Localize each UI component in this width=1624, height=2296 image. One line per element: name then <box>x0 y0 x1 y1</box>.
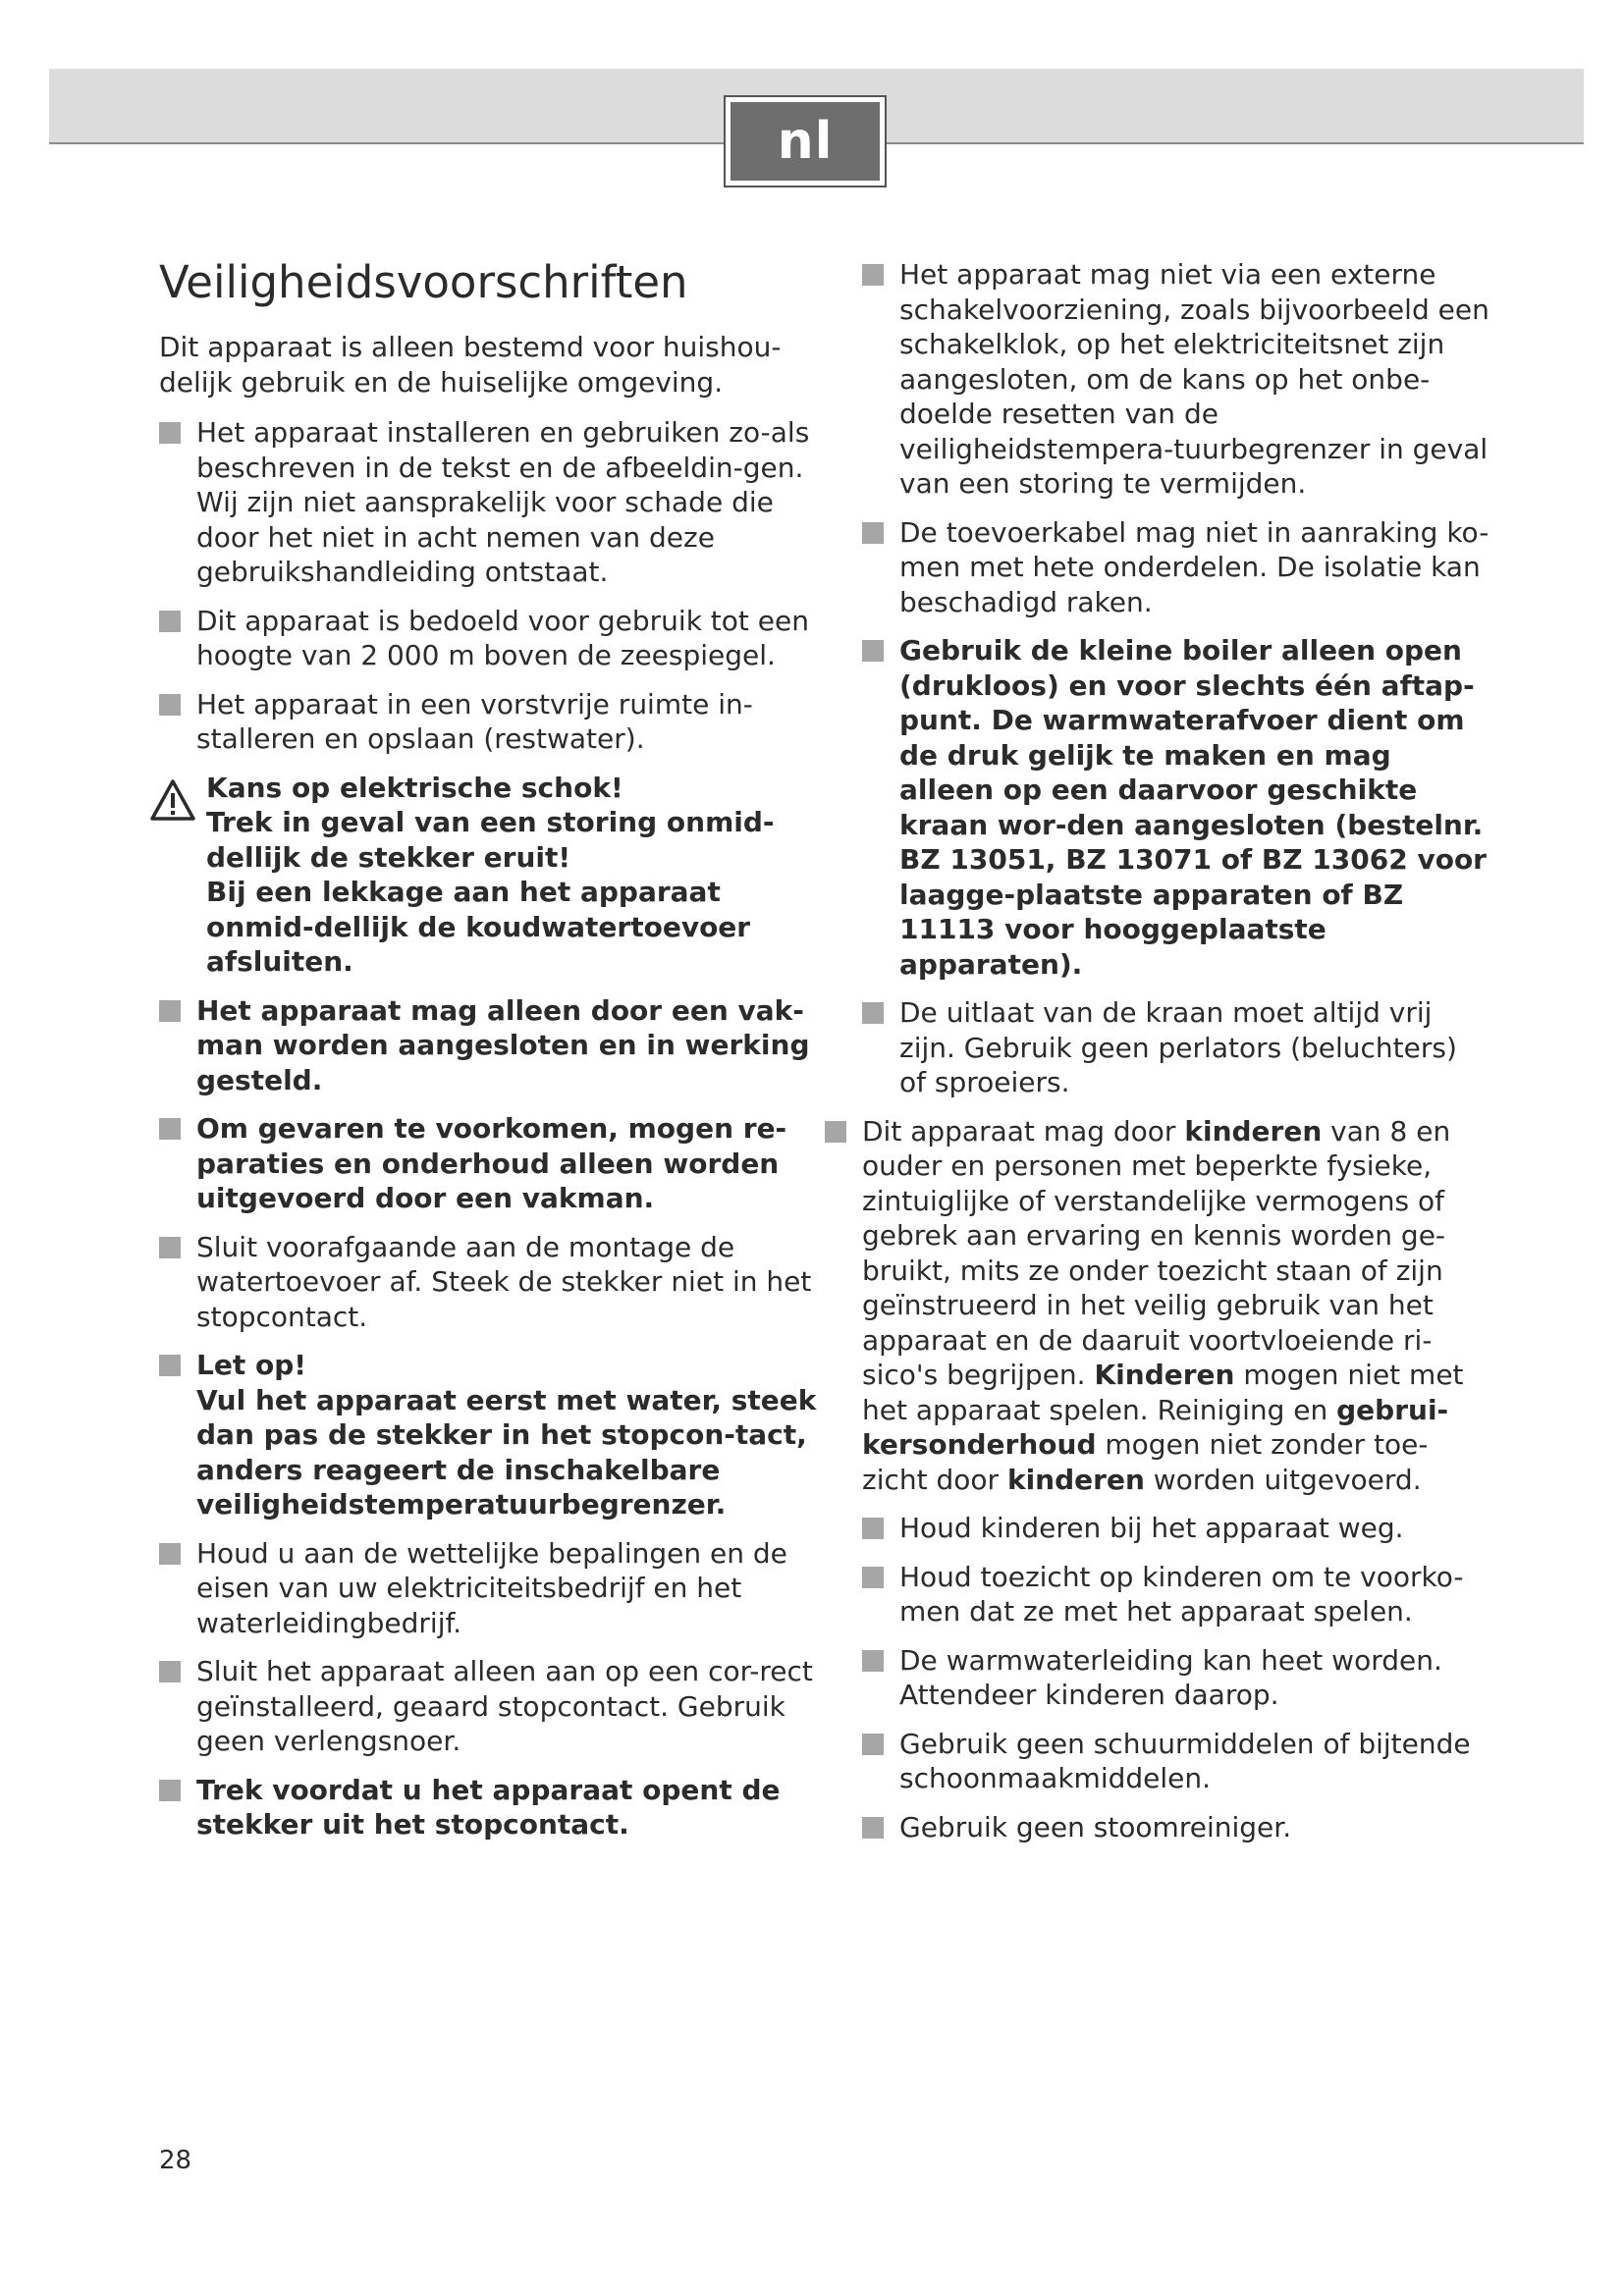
bullet-square-icon <box>862 640 884 662</box>
list-item: Dit apparaat is bedoeld voor gebruik tot een hoogte van 2 000 m boven de zeespiegel. <box>159 604 817 673</box>
list-item: Om gevaren te voorkomen, mogen re-paraties en onderhoud alleen worden uitgevoerd door een vakman. <box>159 1111 817 1216</box>
left-column <box>159 257 817 1856</box>
bullet-square-icon <box>862 1650 884 1672</box>
warning-title: Kans op elektrische schok! <box>206 771 623 804</box>
bullet-square-icon <box>159 1661 181 1682</box>
list-item: Het apparaat in een vorstvrije ruimte in-stalleren en opslaan (restwater). <box>159 687 817 757</box>
list-item: Gebruik de kleine boiler alleen open (drukloos) en voor slechts één aftap-punt. De warmwaterafvoer dient om de druk gelijk te maken en mag alleen op een daarvoor geschikte kraan wor-den aangesloten (bestelnr. BZ 13051, BZ 13071 of BZ 13062 voor laagge-plaatste apparaten of BZ 11113 voor hooggeplaatste apparaten). <box>862 633 1490 982</box>
children-notice: Dit apparaat mag door kinderen van 8 en ouder en personen met beperkte fysieke, zintuiglijke of verstandelijke vermogens of gebrek aan ervaring en kennis worden ge-bruikt, mits ze onder toezicht staan of zijn geïnstrueerd in het veilig gebruik van het apparaat en de daaruit voortvloeiende ri-sico's begrijpen. Kinderen mogen niet met het apparaat spelen. Reiniging en gebrui-kersonderhoud mogen niet zonder toe-zicht door kinderen worden uitgevoerd. <box>825 1114 1490 1498</box>
bullet-square-icon <box>159 1543 181 1565</box>
bullet-square-icon <box>862 1567 884 1588</box>
bullet-square-icon <box>159 1780 181 1801</box>
list-item: Het apparaat mag niet via een externe schakelvoorziening, zoals bijvoorbeeld een schakelklok, op het elektriciteitsnet zijn aangesloten, om de kans op het onbe-doelde resetten van de veiligheidstempera-tuurbegrenzer in geval van een storing te vermijden. <box>862 257 1490 502</box>
list-item: Houd u aan de wettelijke bepalingen en de eisen van uw elektriciteitsbedrijf en het waterleidingbedrijf. <box>159 1536 817 1641</box>
list-item: Gebruik geen schuurmiddelen of bijtende schoonmaakmiddelen. <box>862 1727 1490 1796</box>
list-item: De warmwaterleiding kan heet worden. Attendeer kinderen daarop. <box>862 1643 1490 1713</box>
bullet-square-icon <box>159 1118 181 1140</box>
warning-line: Trek in geval van een storing onmid-dellijk de stekker eruit! <box>206 806 775 874</box>
list-item: Het apparaat mag alleen door een vak-man worden aangesloten en in werking gesteld. <box>159 993 817 1098</box>
electric-shock-warning <box>149 771 817 980</box>
warning-line: Bij een lekkage aan het apparaat onmid-dellijk de koudwatertoevoer afsluiten. <box>206 876 751 978</box>
caution-title: Let op! <box>196 1349 307 1381</box>
bullet-square-icon <box>159 1000 181 1022</box>
page-title: Veiligheidsvoorschriften <box>159 256 688 308</box>
intro-text: Dit apparaat is alleen bestemd voor huishou-delijk gebruik en de huiselijke omgeving. <box>159 331 782 399</box>
language-tab <box>724 95 887 187</box>
bullet-square-icon <box>159 611 181 632</box>
page-number: 28 <box>159 2146 192 2175</box>
list-item: De toevoerkabel mag niet in aanraking ko-men met hete onderdelen. De isolatie kan beschadigd raken. <box>862 515 1490 620</box>
list-item: Sluit het apparaat alleen aan op een cor-rect geïnstalleerd, geaard stopcontact. Gebruik geen verlengsnoer. <box>159 1654 817 1759</box>
list-item: Trek voordat u het apparaat opent de stekker uit het stopcontact. <box>159 1773 817 1842</box>
list-item: Houd kinderen bij het apparaat weg. <box>862 1511 1490 1546</box>
bullet-square-icon <box>862 1734 884 1755</box>
list-item: Het apparaat installeren en gebruiken zo-als beschreven in de tekst en de afbeeldin-gen. Wij zijn niet aansprakelijk voor schade die door het niet in acht nemen van deze gebruikshandleiding ontstaat. <box>159 415 817 590</box>
list-item: Houd toezicht op kinderen om te voorko-men dat ze met het apparaat spelen. <box>862 1560 1490 1629</box>
bullet-square-icon <box>159 422 181 444</box>
list-item: Gebruik geen stoomreiniger. <box>862 1810 1490 1845</box>
list-item: De uitlaat van de kraan moet altijd vrij zijn. Gebruik geen perlators (beluchters) of sproeiers. <box>862 995 1490 1100</box>
caution-text: Vul het apparaat eerst met water, steek dan pas de stekker in het stopcon-tact, anders reageert de inschakelbare veiligheidstemperatuurbegrenzer. <box>196 1383 817 1521</box>
bullet-square-icon <box>862 264 884 286</box>
language-label: nl <box>731 102 880 181</box>
bullet-square-icon <box>862 1518 884 1539</box>
right-column <box>862 257 1490 1858</box>
list-item: Sluit voorafgaande aan de montage de watertoevoer af. Steek de stekker niet in het stopcontact. <box>159 1230 817 1335</box>
warning-triangle-icon <box>149 778 196 822</box>
bullet-square-icon <box>862 1817 884 1839</box>
bullet-square-icon <box>159 694 181 716</box>
bullet-square-icon <box>862 522 884 544</box>
bullet-square-icon <box>159 1355 181 1376</box>
bullet-square-icon <box>825 1121 846 1143</box>
caution-item <box>159 1348 817 1522</box>
bullet-square-icon <box>862 1002 884 1024</box>
bullet-square-icon <box>159 1237 181 1258</box>
